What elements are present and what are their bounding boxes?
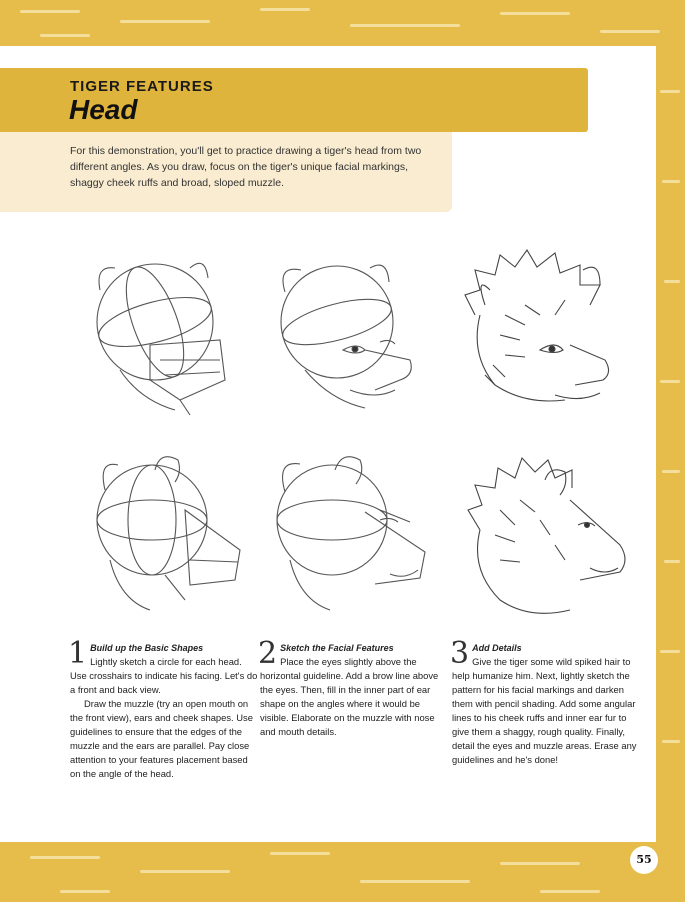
step-text-continued: Draw the muzzle (try an open mouth on the front view), ears and cheek shapes. Use guidelines to ensure that the edges of the muzzle and the ears are parallel. Pay close attention to your features placement based on the angle of the head.: [70, 698, 253, 779]
sketch-front-step2: [265, 250, 425, 425]
step-2: [258, 636, 450, 739]
step-1: [68, 636, 260, 781]
sketch-side-step2: [270, 450, 435, 625]
section-kicker: TIGER FEATURES: [70, 78, 214, 95]
sketch-front-step1: [80, 250, 250, 425]
step-number: 1: [68, 636, 88, 671]
step-number: 2: [258, 636, 278, 671]
step-text: Give the tiger some wild spiked hair to help humanize him. Next, lightly sketch the pattern for his facial markings and darken them with pencil shading. Add some angular lines to his cheek ruffs and inner ear fur to give them a shaggy, rough quality. Finally, detail the eyes and muzzle areas. Erase any guidelines and he's done!: [452, 656, 637, 765]
page-title: Head: [69, 94, 138, 125]
step-number: 3: [450, 636, 470, 671]
intro-text: For this demonstration, you'll get to practice drawing a tiger's head from two different angles. As you draw, focus on the tiger's unique facial markings, shaggy cheek ruffs and broad, sloped muzzle.: [70, 145, 422, 189]
step-text: Lightly sketch a circle for each head. Use crosshairs to indicate his facing. Let's do a front and back view.: [70, 656, 258, 695]
sketch-front-step3: [455, 245, 625, 430]
step-heading: Build up the Basic Shapes: [90, 643, 204, 653]
page-number: 55: [630, 846, 658, 874]
step-heading: Add Details: [472, 643, 522, 653]
sketch-side-step3: [460, 450, 635, 630]
step-text: Place the eyes slightly above the horizontal guideline. Add a brow line above the eyes. Then, fill in the inner part of ear shape on the angles where it would be visible. Elaborate on the muzzle with nose and mouth details.: [260, 656, 439, 737]
sketch-side-step1: [90, 450, 250, 625]
step-heading: Sketch the Facial Features: [280, 643, 394, 653]
step-3: [450, 636, 642, 767]
